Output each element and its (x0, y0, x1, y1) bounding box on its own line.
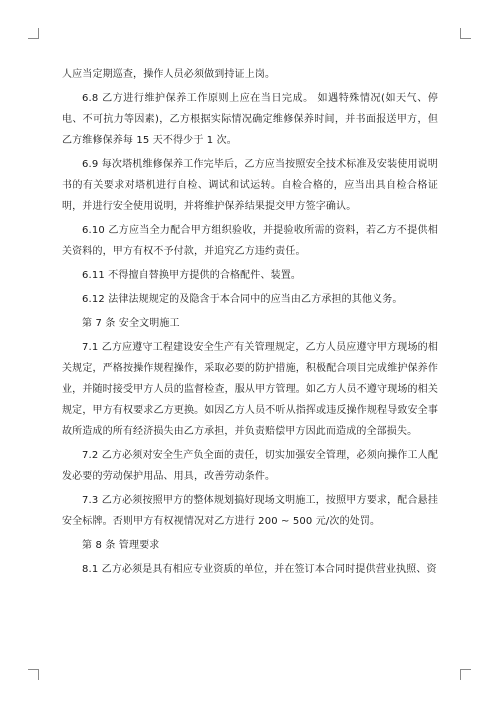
crop-mark-bottom-right (460, 669, 471, 680)
paragraph-7-3: 7.3 乙方必须按照甲方的整体规划搞好现场文明施工，按照甲方要求，配合悬挂安全标牌。否则甲方有权视情况对乙方进行 200 ~ 500 元/次的处罚。 (62, 495, 438, 527)
paragraph-6-12: 6.12 法律法规规定的及隐含于本合同中的应当由乙方承担的其他义务。 (82, 294, 403, 305)
crop-mark-top-right (460, 28, 471, 39)
paragraph-7-2: 7.2 乙方必须对安全生产负全面的责任，切实加强安全管理，必须向操作工人配发必要的劳动保护用品、用具，改善劳动条件。 (62, 450, 438, 482)
paragraph-continuation: 人应当定期巡查，操作人员必须做到持证上岗。 (62, 69, 276, 80)
document-page (62, 64, 438, 580)
section-heading-article-7: 第 7 条 安全文明施工 (82, 318, 180, 329)
paragraph-6-11: 6.11 不得擅自替换甲方提供的合格配件、装置。 (82, 270, 302, 281)
paragraph-6-9: 6.9 每次塔机维修保养工作完毕后，乙方应当按照安全技术标准及安装使用说明书的有关要求对塔机进行自检、调试和试运转。自检合格的，应当出具自检合格证明，并进行安全使用说明，并将维护保养结果提交甲方签字确认。 (62, 159, 438, 212)
paragraph-6-8: 6.8 乙方进行维护保养工作原则上应在当日完成。 如遇特殊情况(如天气、停电、不可抗力等因素)，乙方根据实际情况确定维修保养时间，并书面报送甲方，但乙方维修保养每 15 天不得少于 1 次。 (62, 93, 438, 146)
crop-mark-top-left (28, 28, 39, 39)
paragraph-6-10: 6.10 乙方应当全力配合甲方组织验收，并提验收所需的资料，若乙方不提供相关资料的，甲方有权不予付款，并追究乙方违约责任。 (62, 225, 438, 257)
section-heading-article-8: 第 8 条 管理要求 (82, 540, 160, 551)
paragraph-8-1: 8.1 乙方必须是具有相应专业资质的单位，并在签订本合同时提供营业执照、资 (82, 564, 437, 575)
paragraph-7-1: 7.1 乙方应遵守工程建设安全生产有关管理规定，乙方人员应遵守甲方现场的相关规定，严格按操作规程操作，采取必要的防护措施，积极配合项目完成维护保养作业，并随时接受甲方人员的监督检查，服从甲方管理。如乙方人员不遵守现场的相关规定，甲方有权要求乙方更换。如因乙方人员不听从指挥或违反操作规程导致安全事故所造成的所有经济损失由乙方承担，并负责赔偿甲方因此而造成的全部损失。 (62, 342, 438, 437)
crop-mark-bottom-left (28, 669, 39, 680)
